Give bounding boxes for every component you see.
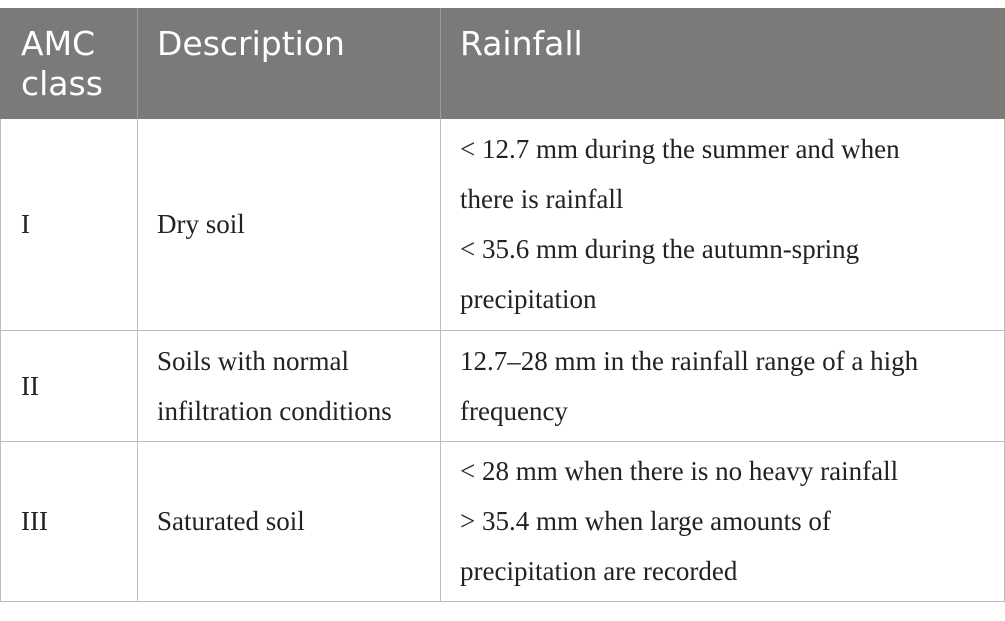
amc-classification-table bbox=[0, 8, 1005, 602]
header-description: Description bbox=[138, 8, 441, 119]
rainfall-line: precipitation bbox=[460, 284, 597, 315]
rainfall-line: < 35.6 mm during the autumn-spring bbox=[460, 234, 860, 265]
description-line: Saturated soil bbox=[157, 506, 305, 536]
description-line: Dry soil bbox=[157, 209, 245, 240]
amc-class-cell: I bbox=[1, 119, 138, 330]
rainfall-line: there is rainfall bbox=[460, 184, 624, 215]
header-row bbox=[1, 8, 1005, 119]
table-row bbox=[1, 441, 1005, 601]
description-cell bbox=[138, 119, 441, 330]
header-amc-line-2: class bbox=[21, 64, 103, 103]
rainfall-cell bbox=[441, 441, 1005, 601]
amc-class-cell: II bbox=[1, 330, 138, 441]
table-body bbox=[1, 119, 1005, 601]
header-rainfall: Rainfall bbox=[441, 8, 1005, 119]
description-cell bbox=[138, 441, 441, 601]
rainfall-line: < 12.7 mm during the summer and when bbox=[460, 134, 900, 165]
description-line: Soils with normal bbox=[157, 345, 350, 376]
rainfall-line: > 35.4 mm when large amounts of bbox=[460, 506, 831, 536]
rainfall-cell bbox=[441, 330, 1005, 441]
rainfall-cell bbox=[441, 119, 1005, 330]
table-row bbox=[1, 119, 1005, 330]
header-amc-class bbox=[1, 8, 138, 119]
table-header bbox=[1, 8, 1005, 119]
rainfall-line: 12.7–28 mm in the rainfall range of a high bbox=[460, 345, 919, 376]
amc-class-cell: III bbox=[1, 441, 138, 601]
table-row bbox=[1, 330, 1005, 441]
rainfall-line: frequency bbox=[460, 395, 568, 426]
rainfall-line: < 28 mm when there is no heavy rainfall bbox=[460, 456, 899, 486]
description-cell bbox=[138, 330, 441, 441]
amc-table-container bbox=[0, 8, 1004, 602]
header-amc-line-1: AMC bbox=[21, 24, 96, 63]
rainfall-line: precipitation are recorded bbox=[460, 556, 738, 586]
description-line: infiltration conditions bbox=[157, 395, 392, 426]
